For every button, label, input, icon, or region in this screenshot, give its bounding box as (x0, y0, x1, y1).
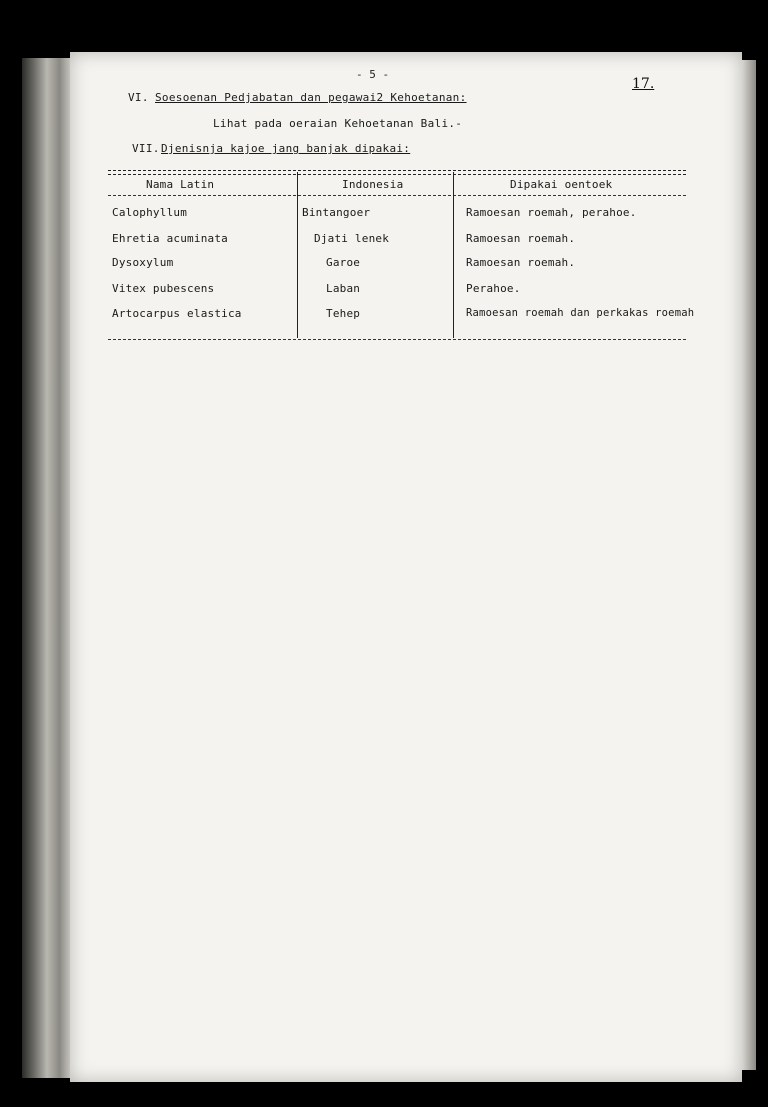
book-binding (22, 58, 72, 1078)
table-top-rule (108, 170, 686, 175)
cell-indonesia: Laban (326, 282, 361, 295)
cell-use: Ramoesan roemah dan perkakas roemah (466, 307, 695, 319)
cell-latin: Ehretia acuminata (112, 232, 228, 245)
section-vii-heading: Djenisnja kajoe jang banjak dipakai: (161, 142, 411, 155)
header-latin: Nama Latin (146, 178, 215, 191)
section-vi-heading: Soesoenan Pedjabatan dan pegawai2 Kehoetanan: (155, 91, 467, 104)
cell-latin: Calophyllum (112, 206, 188, 219)
cell-indonesia: Tehep (326, 307, 361, 320)
cell-latin: Dysoxylum (112, 256, 174, 269)
cell-indonesia: Garoe (326, 256, 361, 269)
table-bottom-rule (108, 339, 686, 340)
page-number: 17. (632, 76, 655, 92)
page-marker: - 5 - (356, 68, 390, 81)
header-rule (108, 195, 686, 196)
section-vi-note: Lihat pada oeraian Kehoetanan Bali.- (213, 117, 463, 130)
cell-latin: Artocarpus elastica (112, 307, 242, 320)
header-indonesia: Indonesia (342, 178, 404, 191)
page-edge (742, 60, 756, 1070)
cell-indonesia: Djati lenek (314, 232, 390, 245)
cell-use: Ramoesan roemah. (466, 232, 576, 245)
column-divider-2 (453, 172, 454, 338)
section-vi-numeral: VI. (128, 91, 149, 104)
section-vii-numeral: VII. (132, 142, 160, 155)
column-divider-1 (297, 172, 298, 338)
cell-use: Ramoesan roemah, perahoe. (466, 206, 637, 219)
cell-latin: Vitex pubescens (112, 282, 215, 295)
cell-indonesia: Bintangoer (302, 206, 371, 219)
header-use: Dipakai oentoek (510, 178, 613, 191)
cell-use: Perahoe. (466, 282, 521, 295)
cell-use: Ramoesan roemah. (466, 256, 576, 269)
